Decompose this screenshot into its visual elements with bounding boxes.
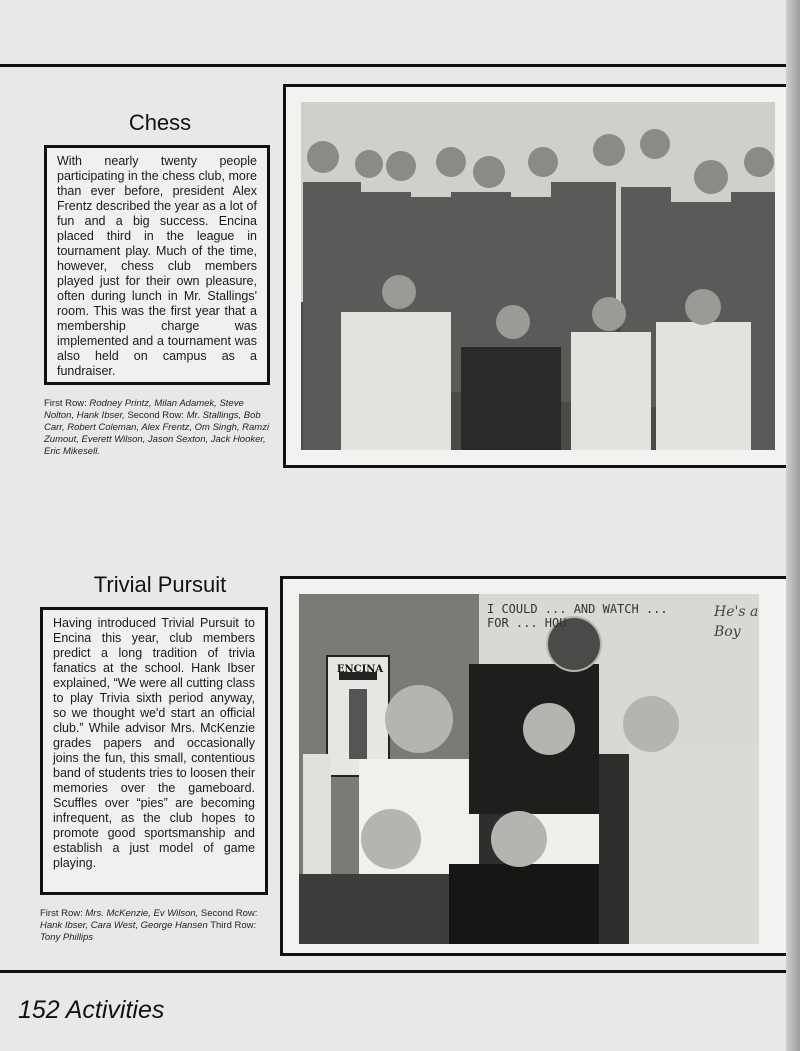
trivia-photo-frame (280, 576, 790, 956)
trivia-caption-row1-names: Mrs. McKenzie, Ev Wilson, (85, 908, 199, 919)
chess-photo-illustration (301, 102, 775, 450)
trivia-title: Trivial Pursuit (93, 572, 227, 597)
chalkboard-text-right: He's a Boy (714, 604, 759, 640)
bottom-rule (0, 970, 800, 973)
page-edge-shadow (786, 0, 800, 1051)
chess-caption-row1-names: Rodney Printz, Milan Adamek, Steve Nolton, Hank Ibser, (44, 398, 244, 421)
trivia-story-box (40, 607, 268, 895)
chess-caption-row2-names: Mr. Stallings, Bob Carr, Robert Coleman, Alex Frentz, Om Singh, Ramzi Zumout, Everett Wilson, Jason Sexton, Jack Hooker, Eric Mikesell. (44, 410, 270, 457)
page-folio: 152 Activities (18, 996, 165, 1024)
chalkboard-text: I COULD ... AND WATCH ... FOR ... HOU (487, 602, 668, 630)
trivia-photo-illustration (299, 594, 759, 944)
chess-story-box (44, 145, 270, 385)
chess-photo-frame (283, 84, 793, 468)
trivia-caption-row2-names: Hank Ibser, Cara West, George Hansen (40, 920, 208, 931)
trivia-caption-row1-label: First Row: (40, 908, 83, 919)
trivia-caption-row3-label: Third Row: (210, 920, 257, 931)
trivia-story-text: Having introduced Trivial Pursuit to Encina this year, club members predict a long tradition of trivia fanatics at the school. Hank Ibser explained, “We were all cutting class to play Trivia sixth period anyway, so we thought we'd start an official club.” While advisor Mrs. McKenzie grades papers and occasionally joins the fun, this small, contentious band of students tries to loosen their memories over the gameboard. Scuffles over “pies” are becoming infrequent, as the club hopes to promote good sportsmanship and establish a just model of game playing. (53, 616, 255, 870)
chess-caption-row1-label: First Row: (44, 398, 87, 409)
top-rule (0, 64, 800, 67)
chess-story-text: With nearly twenty people participating in the chess club, more than ever before, president Alex Frentz described the year as a lot of fun and a big success. Encina placed third in the league in tournament play. Much of the time, however, chess club members played just for their own pleasure, often during lunch in Mr. Stallings' room. This was the first year that a membership charge was implemented and a tournament was also held on campus as a fundraiser. (57, 154, 257, 378)
poster-sign-text: ENCINA (336, 664, 384, 675)
trivia-caption-row3-names: Tony Phillips (40, 932, 93, 943)
chess-caption (44, 398, 270, 458)
trivia-club-photo (299, 594, 759, 944)
chess-club-photo (301, 102, 775, 450)
trivia-caption-row2-label: Second Row: (200, 908, 258, 919)
trivia-caption (40, 908, 272, 944)
chess-caption-row2-label: Second Row: (127, 410, 184, 421)
chess-title: Chess (128, 110, 192, 135)
